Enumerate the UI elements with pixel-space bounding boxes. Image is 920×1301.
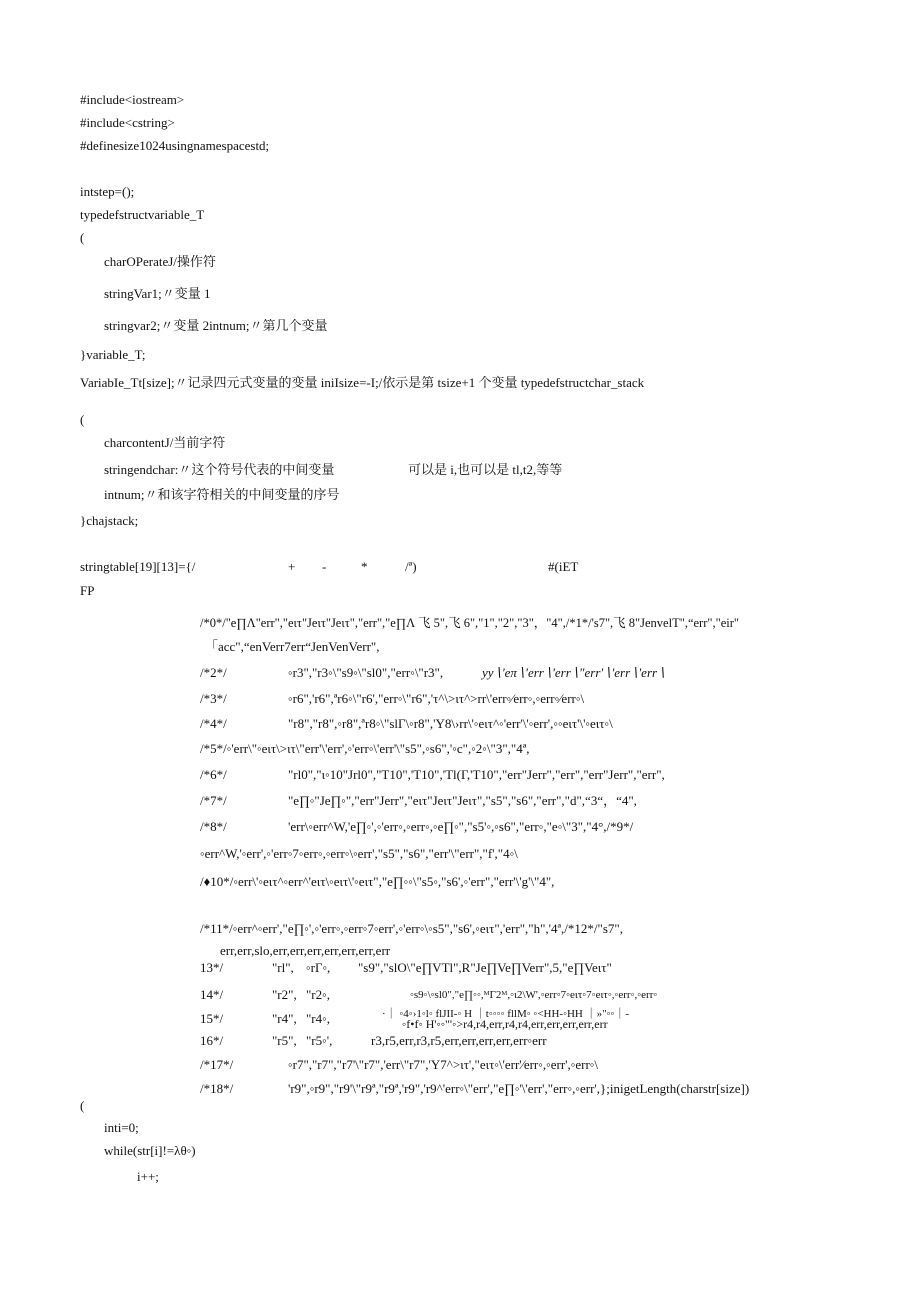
table-row-17-label: /*17*/ xyxy=(200,1057,234,1072)
table-header-times: * xyxy=(361,559,368,574)
table-row-15-a: "r4", xyxy=(272,1011,297,1026)
table-row-2-a: ◦r3","r3◦\"s9◦\"sl0","err◦\"r3", xyxy=(288,665,444,680)
table-row-16-b: "r5◦', xyxy=(306,1033,333,1048)
table-row-2-label: /*2*/ xyxy=(200,665,227,680)
table-row-12: err,err,slo,err,err,err,err,err,err,err xyxy=(220,943,391,958)
table-row-13-c: "s9","slO\"e∏VTl",R"Je∏Ve∏Verr",5,"e∏Veιτ" xyxy=(358,960,612,975)
code-line-intnum: intnum;〃和该字符相关的中间变量的序号 xyxy=(104,487,340,502)
table-row-6: "rl0","ι◦10"Jrl0","T10",'T10",'Tl(Γ,'T10","err"Jerr","err","err"Jerr","err", xyxy=(288,767,665,782)
code-line-close-stack: }chajstack; xyxy=(80,513,139,528)
table-row-16-a: "r5", xyxy=(272,1033,297,1048)
code-line-char-operate: charOPerateJ/操作符 xyxy=(104,254,216,269)
code-line-open-brace: ( xyxy=(80,230,85,245)
code-line-while: while(str[i]!=λθ◦) xyxy=(104,1143,196,1158)
table-row-6-label: /*6*/ xyxy=(200,767,227,782)
table-header-divide: /ª) xyxy=(405,559,417,574)
table-row-5: /*5*/◦'err\"◦eιτ\>ιτ\"err'\'err',◦'err◦\'err'\"s5",◦s6",'◦c",◦2◦\"3","4ª, xyxy=(200,741,530,756)
table-row-4-label: /*4*/ xyxy=(200,716,227,731)
code-line-char-content: charcontentJ/当前字符 xyxy=(104,435,226,450)
code-line-endchar-comment: 可以是 i,也可以是 tl,t2,等等 xyxy=(408,462,563,477)
code-line-typedef-variable: typedefstructvariable_T xyxy=(80,207,205,222)
code-line-string-var1: stringVar1;〃变量 1 xyxy=(104,286,211,301)
table-row-14-a: "r2", xyxy=(272,987,297,1002)
table-row-13-a: "rl", xyxy=(272,960,294,975)
table-header-plus: + xyxy=(288,559,296,574)
table-row-3-label: /*3*/ xyxy=(200,691,227,706)
table-row-1-cont: 「acc",“enVerr7err“JenVenVerr", xyxy=(205,639,380,654)
table-row-14-label: 14*/ xyxy=(200,987,224,1002)
code-line-include-iostream: #include<iostream> xyxy=(80,92,185,107)
table-row-0: /*0*/"e∏Λ"err","eιτ"Jeιτ"Jeιτ","err","e∏Λ 飞 5",飞 6","1","2","3"，"4",/*1*/'s7",飞 8"JenvelT",“err","eir" xyxy=(200,616,739,630)
code-line-define-size: #definesize1024usingnamespacestd; xyxy=(80,138,270,153)
code-line-increment: i++; xyxy=(137,1169,159,1184)
table-row-13-b: ◦rΓ◦, xyxy=(306,960,331,975)
table-row-7-label: /*7*/ xyxy=(200,793,227,808)
code-line-close-variable: }variable_T; xyxy=(80,347,146,362)
table-header-minus: - xyxy=(322,559,327,574)
table-row-17: ◦r7","r7","r7'\"r7",'err\"r7",'Y7^>ιτ',"eιτ◦\'err'∕err◦,◦err',◦err◦\ xyxy=(288,1057,598,1072)
table-row-8-label: /*8*/ xyxy=(200,819,227,834)
table-row-3: ◦r6",'r6",ªr6◦\"r6',"err◦\"r6",'τ^\>ιτ^>rr\'err◦∕err◦,◦err◦∕err◦\ xyxy=(288,691,585,706)
table-row-14-b: "r2◦, xyxy=(306,987,330,1002)
code-line-string-table: stringtable[19][13]={/ xyxy=(80,559,196,574)
table-row-7: "e∏◦"Je∏◦","err"Jerr","eιτ"Jeιτ"Jeιτ","s5","s6","err","d",“3“，“4", xyxy=(288,793,637,808)
code-line-string-var2: stringvar2;〃变量 2intnum;〃第几个变量 xyxy=(104,318,328,333)
table-row-2-b: yy∖'eπ∖'err∖'err∖"err'∖'err∖'err∖ xyxy=(482,665,666,680)
code-line-open-brace-3: ( xyxy=(80,1098,85,1113)
table-row-15-b: "r4◦, xyxy=(306,1011,330,1026)
table-row-18-label: /*18*/ xyxy=(200,1081,234,1096)
table-row-16-label: 16*/ xyxy=(200,1033,224,1048)
table-header-fp: FP xyxy=(80,583,95,598)
table-header-iet: #(iET xyxy=(548,559,579,574)
table-row-15-d: ◦f•f◦ H'◦◦"'◦>r4,r4,err,r4,r4,err,err,err,err,err xyxy=(402,1017,608,1031)
table-row-15-label: 15*/ xyxy=(200,1011,224,1026)
code-line-include-cstring: #include<cstring> xyxy=(80,115,175,130)
code-line-variable-array: VariabIe_Tt[size];〃记录四元式变量的变量 iniIsize=-I;/依示是第 tsize+1 个变量 typedefstructchar_stack xyxy=(80,375,645,390)
code-line-intstep: intstep=(); xyxy=(80,184,135,199)
table-row-15-c: ·｜ ◦4◦›1◦l◦ flJII-◦ H ｜t◦◦◦◦ fllM◦ ◦<HH-◦HH ｜»"◦◦｜- xyxy=(382,1008,630,1020)
table-row-10: /♦10*/◦err\'◦eιτ^◦err^'eιτ\◦eιτ\'◦eιτ","e∏◦◦\"s5◦,"s6',◦'err","err'\'g'\"4", xyxy=(200,874,555,889)
table-row-8: 'err\◦err^W,'e∏◦',◦'err◦,◦err◦,◦e∏◦","s5'◦,◦s6","err◦,"e◦\"3","4°,/*9*/ xyxy=(288,819,634,834)
code-line-open-brace-2: ( xyxy=(80,412,85,427)
code-line-string-endchar: stringendchar:〃这个符号代表的中间变量 xyxy=(104,462,335,477)
table-row-4: "r8","r8",◦r8",ªr8◦\"slΓ\◦r8",'Y8\›rr\'◦eιτ^◦'err'\'◦err',◦◦eιτ'\'◦eιτ◦\ xyxy=(288,716,613,731)
table-row-16-c: r3,r5,err,r3,r5,err,err,err,err,err◦err xyxy=(371,1033,547,1048)
code-line-inti: inti=0; xyxy=(104,1120,139,1135)
table-row-18: 'r9",◦r9","r9'\"r9ª,"r9ª,'r9",'r9^'err◦\"err',"e∏◦'\'err',"err◦,◦err',};inigetLength(charstr[size]) xyxy=(288,1081,750,1096)
table-row-13-label: 13*/ xyxy=(200,960,224,975)
table-row-14-c: ◦s9◦\◦sl0","e∏◦◦,ᴹΓ2ᴹ,◦ι2\W',◦err◦7◦eιτ◦7◦eιτ◦,◦err◦,◦err◦ xyxy=(410,989,658,1001)
table-row-11: /*11*/◦err^◦err',"e∏◦',◦'err◦,◦err◦7◦err',◦'err◦\◦s5","s6',◦eιτ",'err","h",'4ª,/*12*/"s7", xyxy=(200,921,623,936)
table-row-9: ◦err^W,'◦err',◦'err◦7◦err◦,◦err◦\◦err',"s5","s6","err'\"err","f',"4◦\ xyxy=(200,846,518,861)
